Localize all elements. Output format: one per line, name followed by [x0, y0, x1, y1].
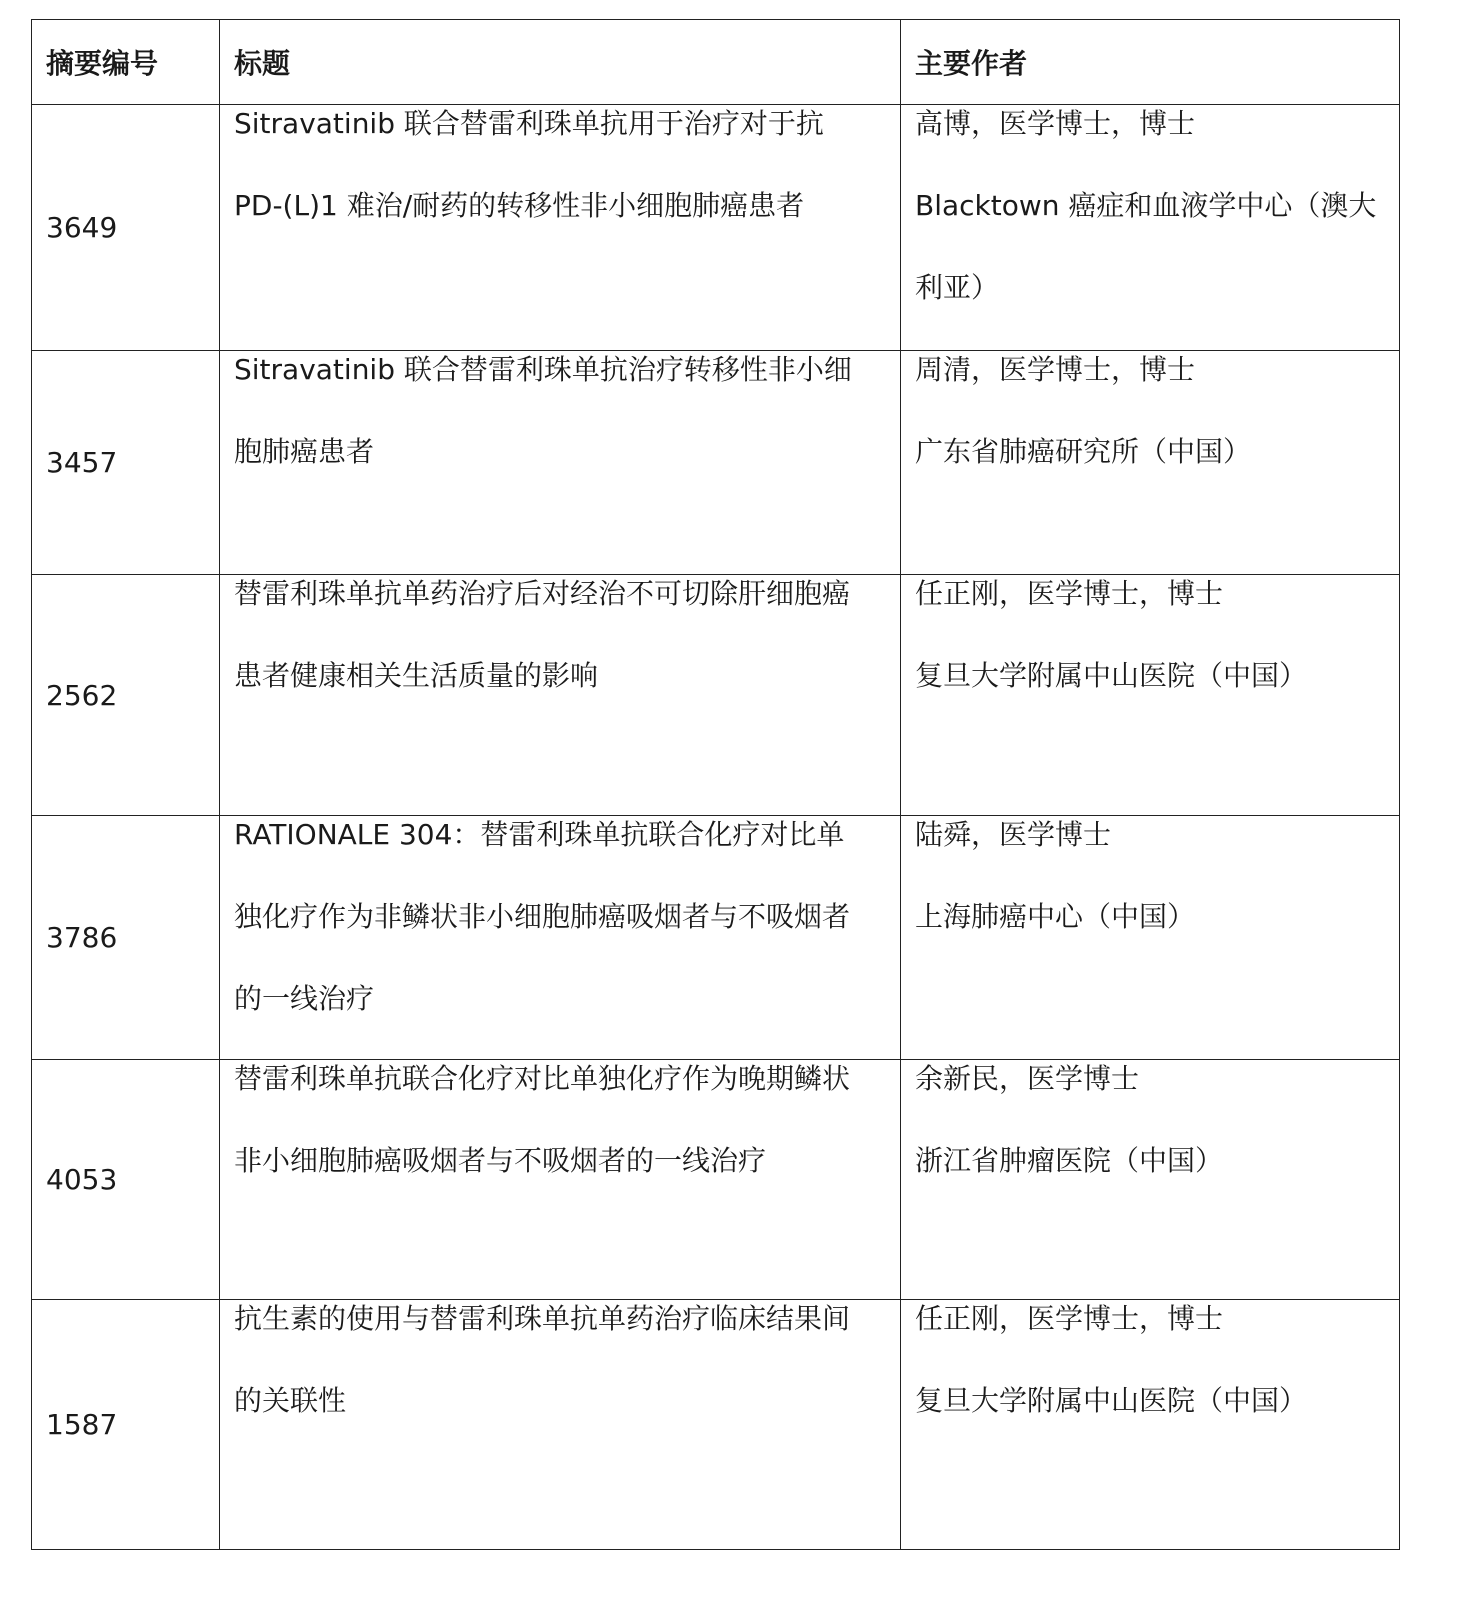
author-line: 上海肺癌中心（中国） — [915, 900, 1196, 933]
abstract-number: 3457 — [32, 351, 220, 575]
abstract-title — [220, 816, 901, 1060]
author-line: 复旦大学附属中山医院（中国） — [915, 1384, 1308, 1417]
title-line: RATIONALE 304：替雷利珠单抗联合化疗对比单 — [234, 818, 845, 851]
table-row — [32, 816, 1400, 1060]
author-line: 任正刚，医学博士，博士 — [915, 577, 1224, 610]
abstract-author — [901, 351, 1400, 575]
table-row — [32, 105, 1400, 351]
author-line: 周清，医学博士，博士 — [915, 353, 1196, 386]
abstract-title — [220, 575, 901, 816]
author-line: 广东省肺癌研究所（中国） — [915, 435, 1252, 468]
author-line: 复旦大学附属中山医院（中国） — [915, 659, 1308, 692]
abstract-title — [220, 105, 901, 351]
abstract-title — [220, 1300, 901, 1550]
abstract-author — [901, 816, 1400, 1060]
author-line: 陆舜，医学博士 — [915, 818, 1112, 851]
header-author: 主要作者 — [901, 20, 1400, 105]
abstract-author — [901, 105, 1400, 351]
abstract-number: 3786 — [32, 816, 220, 1060]
title-line: PD-(L)1 难治/耐药的转移性非小细胞肺癌患者 — [234, 189, 805, 222]
header-number: 摘要编号 — [32, 20, 220, 105]
abstract-number: 3649 — [32, 105, 220, 351]
abstract-author — [901, 575, 1400, 816]
abstract-number: 1587 — [32, 1300, 220, 1550]
title-line: 抗生素的使用与替雷利珠单抗单药治疗临床结果间 — [234, 1302, 851, 1335]
header-title: 标题 — [220, 20, 901, 105]
author-line: 余新民，医学博士 — [915, 1062, 1140, 1095]
author-line: Blacktown 癌症和血液学中心（澳大 — [915, 189, 1377, 222]
abstract-title — [220, 1060, 901, 1300]
author-line: 浙江省肿瘤医院（中国） — [915, 1144, 1224, 1177]
title-line: Sitravatinib 联合替雷利珠单抗治疗转移性非小细 — [234, 353, 852, 386]
author-line: 高博，医学博士，博士 — [915, 107, 1196, 140]
author-line: 任正刚，医学博士，博士 — [915, 1302, 1224, 1335]
abstracts-table — [31, 19, 1400, 1550]
title-line: 胞肺癌患者 — [234, 435, 375, 468]
abstract-title — [220, 351, 901, 575]
title-line: 的一线治疗 — [234, 982, 375, 1015]
abstract-number: 2562 — [32, 575, 220, 816]
title-line: Sitravatinib 联合替雷利珠单抗用于治疗对于抗 — [234, 107, 824, 140]
title-line: 替雷利珠单抗单药治疗后对经治不可切除肝细胞癌 — [234, 577, 851, 610]
table-row — [32, 575, 1400, 816]
title-line: 的关联性 — [234, 1384, 347, 1417]
abstract-author — [901, 1300, 1400, 1550]
table-row — [32, 1060, 1400, 1300]
table-row — [32, 351, 1400, 575]
table-row — [32, 1300, 1400, 1550]
title-line: 非小细胞肺癌吸烟者与不吸烟者的一线治疗 — [234, 1144, 767, 1177]
title-line: 独化疗作为非鳞状非小细胞肺癌吸烟者与不吸烟者 — [234, 900, 851, 933]
abstract-number: 4053 — [32, 1060, 220, 1300]
author-line: 利亚） — [915, 271, 1000, 304]
title-line: 替雷利珠单抗联合化疗对比单独化疗作为晚期鳞状 — [234, 1062, 851, 1095]
title-line: 患者健康相关生活质量的影响 — [234, 659, 599, 692]
abstract-author — [901, 1060, 1400, 1300]
